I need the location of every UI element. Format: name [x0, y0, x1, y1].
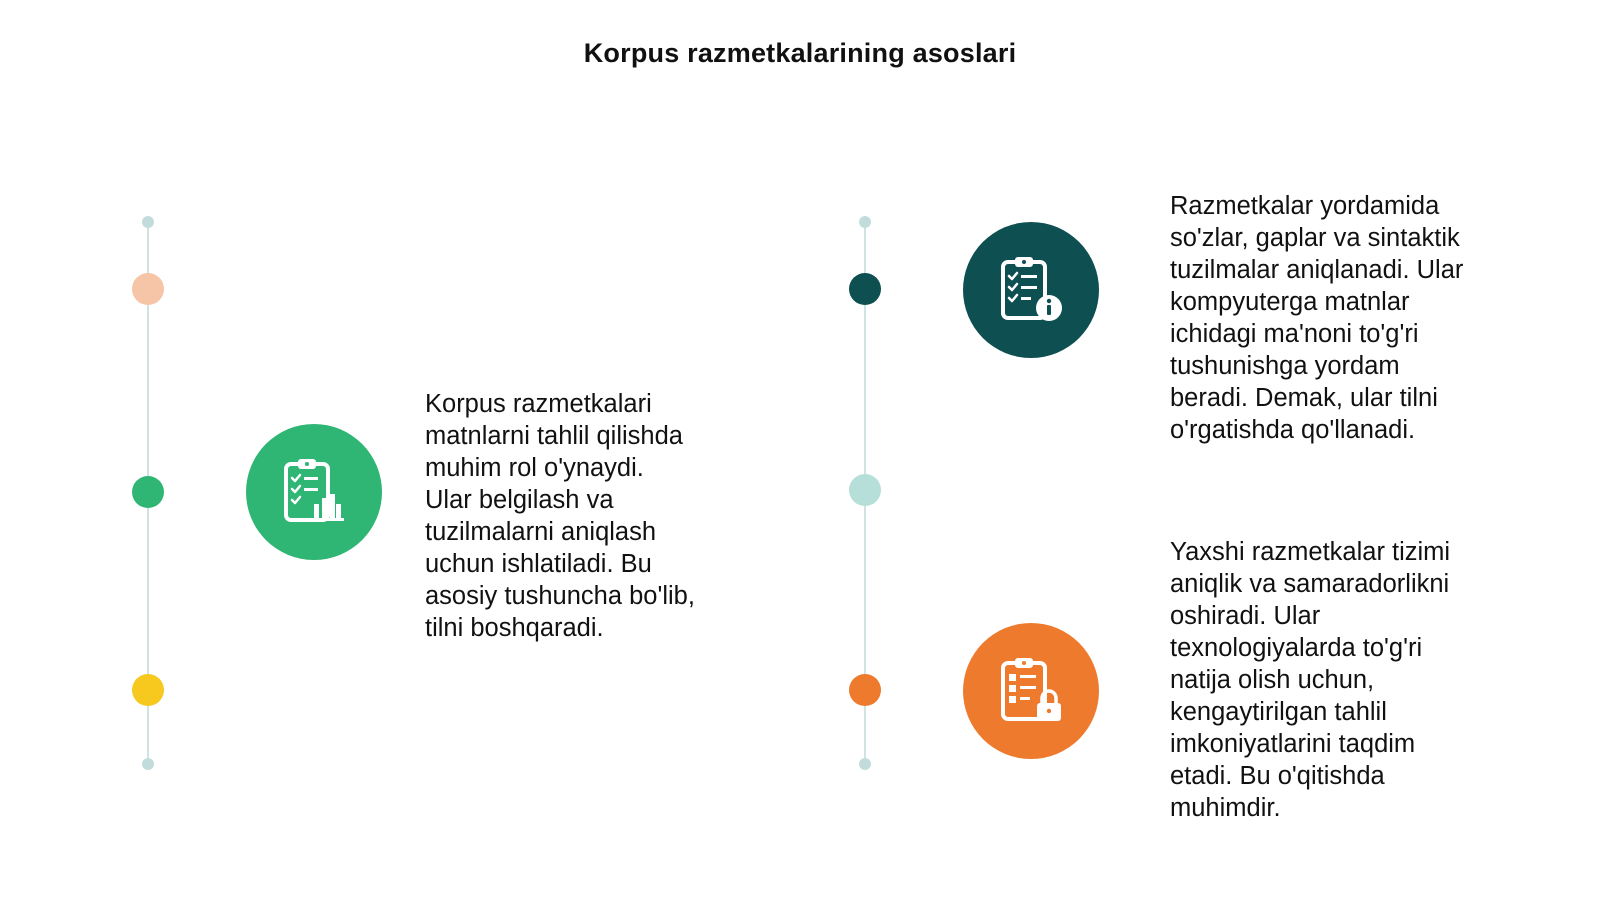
clipboard-lock-icon [993, 653, 1069, 729]
timeline-left-dot-peach [132, 273, 164, 305]
clipboard-info-icon [993, 252, 1069, 328]
item-3-description: Yaxshi razmetkalar tizimi aniqlik va samaradorlikni oshiradi. Ular texnologiyalarda to'g'ri natija olish uchun, kengaytirilgan tahlil imkoniyatlarini taqdim etadi. Bu o'qitishda muhimdir. [1170, 538, 1451, 822]
timeline-left-dot-green [132, 476, 164, 508]
item-1-description: Korpus razmetkalari matnlarni tahlil qilishda muhim rol o'ynaydi. Ular belgilash va tuzilmalarni aniqlash uchun ishlatiladi. Bu asosiy tushuncha bo'lib, tilni boshqaradi. [425, 390, 695, 642]
clipboard-chart-icon-circle [246, 424, 382, 560]
timeline-left-dot-yellow [132, 674, 164, 706]
timeline-right-bottom-cap [859, 758, 871, 770]
timeline-right-top-cap [859, 216, 871, 228]
item-2-description: Razmetkalar yordamida so'zlar, gaplar va sintaktik tuzilmalar aniqlanadi. Ular kompyuterga matnlar ichidagi ma'noni to'g'ri tushunishga yordam beradi. Demak, ular tilni o'rgatishda qo'llanadi. [1170, 192, 1464, 444]
timeline-left-top-cap [142, 216, 154, 228]
timeline-left-bottom-cap [142, 758, 154, 770]
page-title: Korpus razmetkalarining asoslari [583, 38, 1017, 68]
clipboard-info-icon-circle [963, 222, 1099, 358]
timeline-right-dot-orange [849, 674, 881, 706]
timeline-right-dot-pale-teal [849, 474, 881, 506]
clipboard-chart-icon [276, 454, 352, 530]
clipboard-lock-icon-circle [963, 623, 1099, 759]
timeline-right-dot-dark-teal [849, 273, 881, 305]
